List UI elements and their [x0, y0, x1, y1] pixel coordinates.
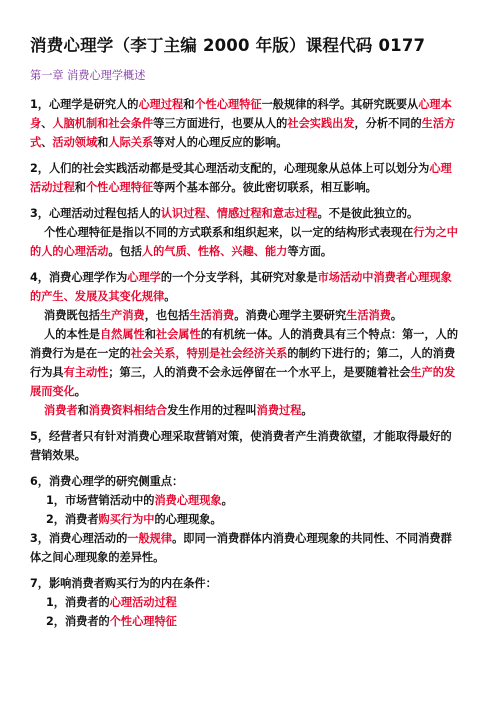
text-run: 。不是彼此独立的。 — [317, 207, 419, 220]
text-run: 2，消费者的 — [46, 615, 110, 628]
paragraph — [30, 268, 458, 306]
highlighted-text: 个性心理特征 — [109, 615, 177, 628]
paragraph — [30, 427, 458, 465]
text-run: 等三方面进行，也要从人的 — [153, 117, 288, 130]
text-run: 。消费心理学主要研究 — [234, 309, 347, 322]
paragraph — [30, 593, 458, 612]
highlighted-text: 心理学 — [127, 271, 161, 284]
text-run: 。即同一消费群体内消费心理现象的共同性、不同消费群体之间心理现象的差异性。 — [30, 532, 452, 564]
paragraph — [30, 574, 458, 593]
highlighted-text: 个性心理特征 — [85, 181, 154, 194]
text-run: 的有机统一体。人的消费具有三个特点：第一，人的消费行为是在一定的 — [30, 328, 459, 360]
highlighted-text: 人脑机制和社会条件 — [52, 117, 154, 130]
text-run: 。 — [164, 290, 176, 303]
highlighted-text: 人际关系 — [108, 136, 154, 149]
text-run: 发生作用的过程叫 — [167, 404, 257, 417]
text-run: 的一个分支学科，其研究对象是 — [160, 271, 318, 284]
text-run: 和 — [74, 181, 86, 194]
text-run: 一般规律的科学。其研究既要从 — [261, 98, 419, 111]
highlighted-text: 行为之中的人的心理活动 — [30, 226, 458, 258]
text-run: ，分析不同的 — [354, 117, 422, 130]
highlighted-text: 社会实践出发 — [287, 117, 355, 130]
text-run: 。 — [390, 309, 403, 322]
text-run: 和 — [144, 328, 156, 341]
paragraph — [30, 306, 458, 325]
text-run: 3，心理活动过程包括人的 — [30, 207, 161, 220]
document-title: 消费心理学（李丁主编 2000 年版）课程代码 0177 — [30, 36, 426, 55]
chapter-heading: 第一章 消费心理学概述 — [30, 69, 146, 82]
text-run: 个性心理特征是指以不同的方式联系和组织起来，以一定的结构形式表现在 — [44, 226, 414, 239]
text-run: 的心理现象。 — [154, 513, 222, 526]
highlighted-text: 心理本身 — [30, 98, 452, 130]
paragraph — [30, 472, 458, 491]
document-body — [30, 95, 458, 631]
highlighted-text: 认识过程、情感过程和意志过程 — [160, 207, 318, 220]
text-run: 。 — [221, 494, 233, 507]
text-run: 4，消费心理学作为 — [30, 271, 128, 284]
highlighted-text: 心理活动过程 — [109, 596, 177, 609]
text-run: 5，经营者只有针对消费心理采取营销对策，使消费者产生消费欲望，才能取得最好的营销效果。 — [30, 430, 452, 462]
text-run: 等方面。 — [287, 245, 333, 258]
paragraph — [30, 529, 458, 567]
highlighted-text: 生活方式 — [30, 117, 456, 149]
paragraph — [30, 204, 458, 223]
text-run: 和 — [183, 98, 195, 111]
highlighted-text: 消费过程 — [256, 404, 302, 417]
text-run: 人的本性是 — [44, 328, 100, 341]
text-run: 、 — [41, 136, 53, 149]
paragraph — [30, 159, 458, 197]
highlighted-text: 社会关系，特别是社会经济关系 — [130, 347, 288, 360]
text-run: 等两个基本部分。彼此密切联系，相互影响。 — [153, 181, 377, 194]
text-run: ，也包括 — [144, 309, 190, 322]
paragraph — [30, 612, 458, 631]
highlighted-text: 人的气质、性格、兴趣、能力 — [141, 245, 288, 258]
paragraph — [30, 491, 458, 510]
text-run: 和 — [97, 136, 109, 149]
text-run: 的制约下进行的；第二，人的消费行为具 — [30, 347, 456, 379]
highlighted-text: 生活消费 — [346, 309, 391, 322]
highlighted-text: 社会属性 — [155, 328, 201, 341]
text-run: 7，影响消费者购买行为的内在条件： — [30, 577, 217, 590]
highlighted-text: 个性心理特征 — [194, 98, 262, 111]
paragraph — [30, 223, 458, 261]
highlighted-text: 市场活动中消费者心理现象的产生、发展及其变化规律 — [30, 271, 452, 303]
text-run: 。 — [301, 404, 313, 417]
text-run: 2，消费者 — [46, 513, 99, 526]
text-run: 等对人的心理反应的影响。 — [153, 136, 288, 149]
text-run: 、 — [41, 117, 53, 130]
highlighted-text: 一般规律 — [127, 532, 173, 545]
highlighted-text: 购买行为中 — [98, 513, 155, 526]
highlighted-text: 心理活动过程 — [30, 162, 452, 194]
text-run: 6，消费心理学的研究侧重点： — [30, 475, 184, 488]
highlighted-text: 消费资料相结合 — [88, 404, 168, 417]
text-run: 。包括 — [108, 245, 142, 258]
text-run: 3，消费心理活动的 — [30, 532, 128, 545]
highlighted-text: 心理过程 — [138, 98, 184, 111]
highlighted-text: 有主动性 — [63, 366, 109, 379]
text-run: 消费既包括 — [44, 309, 100, 322]
paragraph — [30, 510, 458, 529]
text-run: 1，市场营销活动中的 — [46, 494, 155, 507]
paragraph — [30, 325, 458, 401]
highlighted-text: 生产的发展而变化 — [30, 366, 456, 398]
text-run: 和 — [77, 404, 89, 417]
text-run: 。 — [74, 385, 86, 398]
highlighted-text: 自然属性 — [99, 328, 145, 341]
paragraph — [30, 95, 458, 152]
text-run: 2，人们的社会实践活动都是受其心理活动支配的，心理现象从总体上可以划分为 — [30, 162, 430, 175]
text-run: 1，消费者的 — [46, 596, 110, 609]
text-run: ；第三，人的消费不会永远停留在一个水平上，是要随着社会 — [108, 366, 411, 379]
highlighted-text: 消费心理现象 — [154, 494, 222, 507]
highlighted-text: 消费者 — [44, 404, 78, 417]
highlighted-text: 生活消费 — [189, 309, 235, 322]
text-run: 1，心理学是研究人的 — [30, 98, 139, 111]
highlighted-text: 生产消费 — [99, 309, 145, 322]
paragraph — [30, 401, 458, 420]
highlighted-text: 活动领域 — [52, 136, 98, 149]
